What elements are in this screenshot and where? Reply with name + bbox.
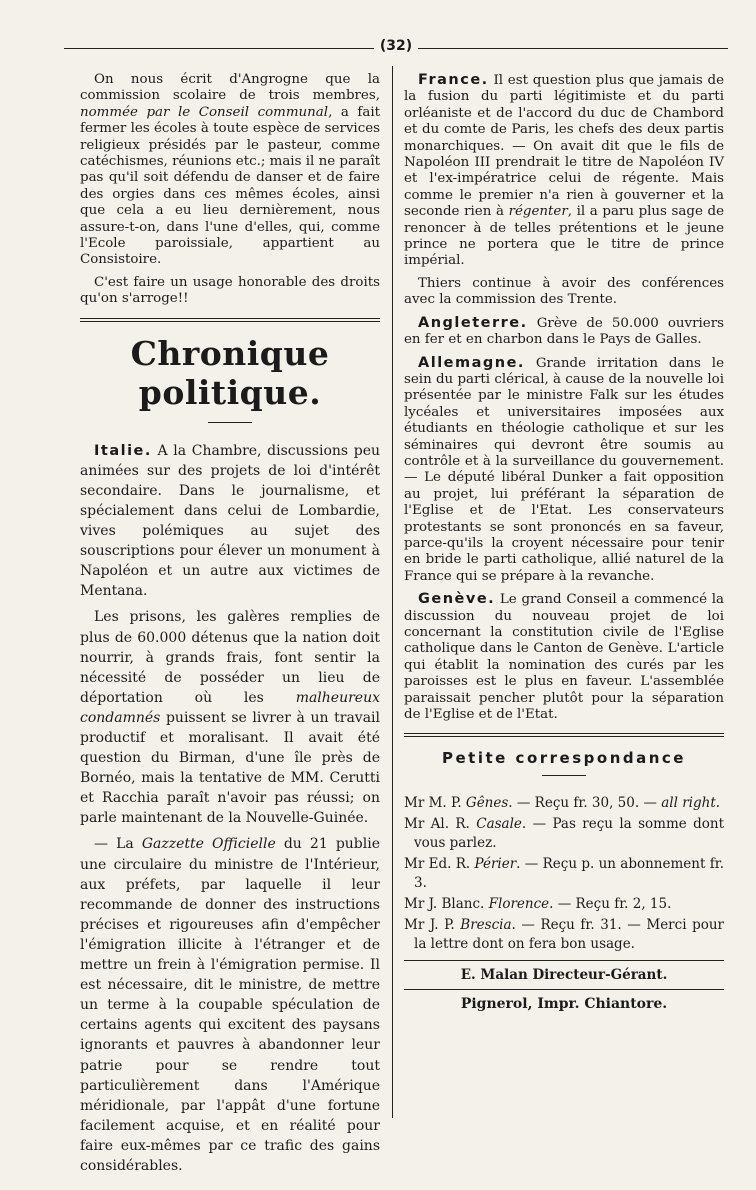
list-item: Mr J. P. Brescia. — Reçu fr. 31. — Merci pour la lettre dont on fera bon usage. <box>404 917 725 953</box>
italie-paragraph-3: — La Gazzette Officielle du 21 publie une circulaire du ministre de l'Intérieur, aux préfets, par laquelle il leur recommande de donner des instructions précises et rigoureuses afin d'empêcher l'émigration illicite à l'étranger et de mettre un frein à l'émigration permise. Il est nécessaire, dit le ministre, de mettre un terme à la coupable spéculation de certains agents qui excitent des paysans ignorants et pauvres à abandonner leur patrie pour se rendre tout particulièrement dans l'Amérique méridionale, par l'appât d'une fortune facilement acquise, et en réalité pour faire eux-mêmes par ce trafic des gains considérables. <box>80 836 380 1174</box>
angleterre-paragraph: Angleterre. Grève de 50.000 ouvriers en fer et en charbon dans le Pays de Galles. <box>404 314 724 348</box>
left-column <box>80 72 380 1182</box>
allemagne-paragraph: Allemagne. Grande irritation dans le sein du parti clérical, à cause de la nouvelle loi présentée par le ministre Falk sur les études lycéales et universitaires imposées aux étudiants en théologie catholique et sur les séminaires qui devront être soumis au contrôle et à la surveillance du gouvernement. — Le député libéral Dunker a fait opposition au projet, lui préférant la séparation de l'Eglise et de l'Etat. Les conservateurs protestants se sont prononcés en sa faveur, parce-qu'ils la croyent nécessaire pour tenir en bride le parti catholique, allié naturel de la France qui se prépare à la revanche. <box>404 354 724 584</box>
list-item: Mr J. Blanc. Florence. — Reçu fr. 2, 15. <box>404 896 672 913</box>
angrogne-closing: C'est faire un usage honorable des droits qu'on s'arroge!! <box>80 274 380 307</box>
italie-paragraph-2: Les prisons, les galères remplies de plus de 60.000 détenus que la nation doit nourrir, à grands frais, font sentir la nécessité de posséder un lieu de déportation où les malheureux condamnés puissent se livrer à un travail productif et moralisant. Il avait été question du Birman, d'une île près de Bornéo, mais la tentative de MM. Cerutti et Racchia paraît n'avoir pas réussi; on parle maintenant de la Nouvelle-Guinée. <box>80 609 380 827</box>
column-divider <box>392 66 393 1118</box>
geneve-paragraph: Genève. Le grand Conseil a commencé la discussion du nouveau projet de loi concernant la constitution civile de l'Eglise catholique dans le Canton de Genève. L'article qui établit la nomination des curés par les paroisses est le plus en faveur. L'assemblée paraissait pencher plutôt pour la séparation de l'Eglise et de l'Etat. <box>404 591 724 723</box>
printer-credit: Pignerol, Impr. Chiantore. <box>460 996 668 1013</box>
list-item: Mr Al. R. Casale. — Pas reçu la somme dont vous parlez. <box>404 816 725 852</box>
correspondance-title: Petite correspondance <box>442 749 686 768</box>
title-dash <box>208 422 252 423</box>
page-number: (32) <box>379 38 413 54</box>
correspondance-dash <box>542 775 586 776</box>
editor-credit: E. Malan Directeur-Gérant. <box>460 967 668 984</box>
header-rule-left <box>64 48 374 49</box>
france-paragraph: France. Il est question plus que jamais de la fusion du parti légitimiste et du parti orléaniste et de l'accord du duc de Chambord et du comte de Paris, les chefs des deux partis monarchiques. — On avait dit que le fils de Napoléon III prendrait le titre de Napoléon IV et l'ex-impératrice celui de régente. Mais comme le premier n'a rien à gouverner et la seconde rien à régenter, il a paru plus sage de renoncer à de telles prétentions et le jeune prince ne portera que le titre de prince impérial. <box>404 72 725 269</box>
angrogne-paragraph: On nous écrit d'Angrogne que la commission scolaire de trois membres, nommée par le Conseil communal, a fait fermer les écoles à toute espèce de services religieux présidés par le pasteur, comme catéchismes, réunions etc.; mais il ne paraît pas qu'il soit défendu de danser et de faire des orgies dans ces mêmes écoles, ainsi que cela a eu lieu dernièrement, nous assure-t-on, dans l'une d'elles, qui, comme l'Ecole paroissiale, appartient au Consistoire. <box>80 72 381 268</box>
angleterre-heading: Angleterre. <box>418 314 528 331</box>
list-item: Mr M. P. Gênes. — Reçu fr. 30, 50. — all right. <box>404 795 721 812</box>
editor-rule-top <box>404 960 724 961</box>
france-heading: France. <box>418 72 489 88</box>
correspondance-double-rule <box>404 733 724 737</box>
allemagne-heading: Allemagne. <box>418 354 525 371</box>
italie-paragraph-1: Italie. A la Chambre, discussions peu animées sur des projets de loi d'intérêt secondaire. Dans le journalisme, et spécialement dans celui de Lombardie, vives polémiques au sujet des souscriptions pour élever un monument à Napoléon et un autre aux victimes de Mentana. <box>80 442 380 600</box>
list-item: Mr Ed. R. Périer. — Reçu p. un abonnement fr. 3. <box>404 856 724 892</box>
france-paragraph-2: Thiers continue à avoir des conférences avec la commission des Trente. <box>404 275 724 308</box>
right-column <box>404 72 724 1016</box>
geneve-heading: Genève. <box>418 591 496 608</box>
italie-heading: Italie. <box>94 442 152 459</box>
page-header <box>64 38 728 58</box>
header-rule-right <box>418 48 728 49</box>
section-double-rule <box>80 318 380 322</box>
editor-rule-bottom <box>404 989 724 990</box>
correspondance-list <box>404 794 724 954</box>
chronique-title: Chronique politique. <box>130 333 330 412</box>
